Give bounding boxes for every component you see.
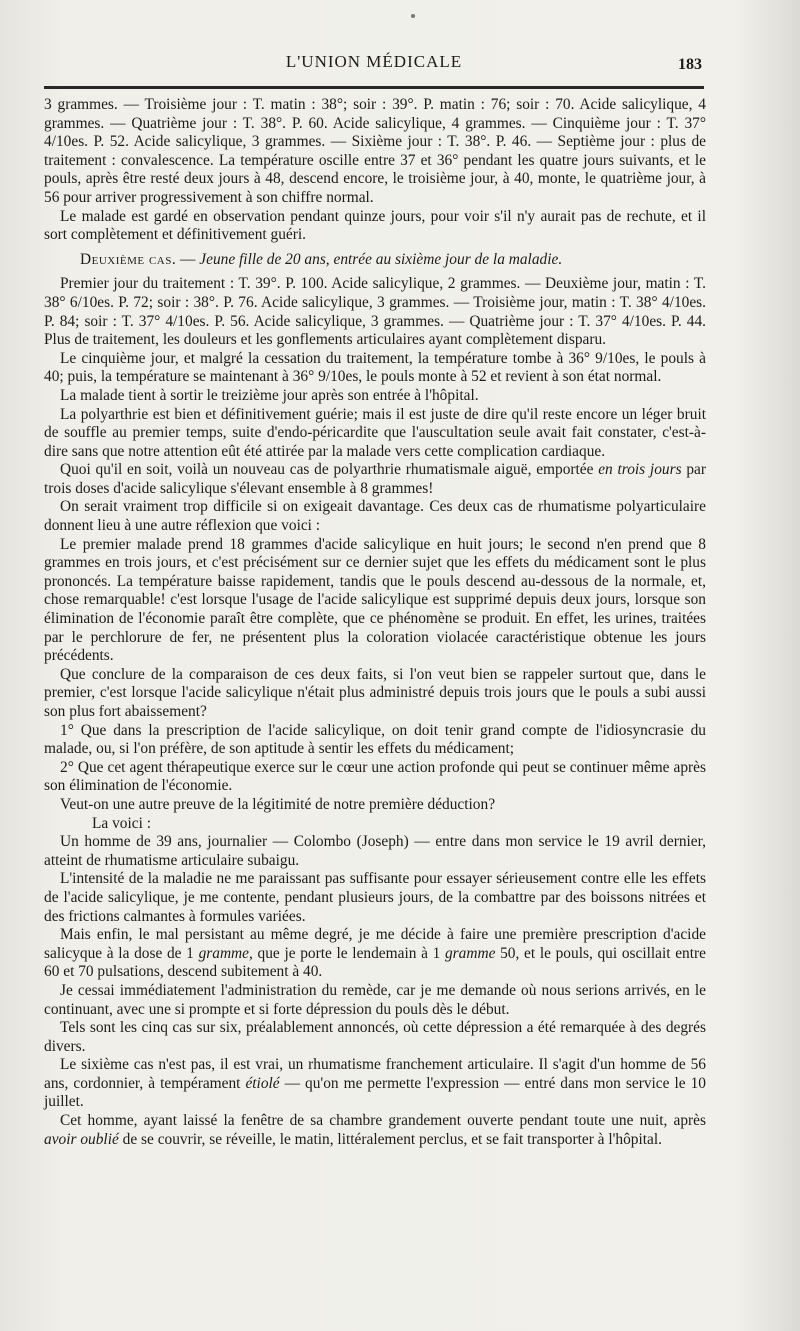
article-body (44, 96, 706, 1149)
paragraph: Le premier malade prend 18 grammes d'acide salicylique en huit jours; le second n'en prend que 8 grammes en trois jours, et c'est précisément sur ce dernier sujet que les effets du médicament sont le plus prononcés. La température baisse rapidement, tandis que le pouls descend au-dessous de la normale, et, chose remarquable! c'est lorsque l'usage de l'acide salicylique est supprimé depuis deux jours, lorsque son élimination de l'économie paraît être complète, que ce phénomène se produit. En effet, les urines, traitées par le perchlorure de fer, ne présentent plus la coloration violacée caractéristique obtenue les jours précédents. (44, 535, 706, 665)
paragraph: La voici : (92, 814, 151, 832)
paragraph: La polyarthrie est bien et définitivement guérie; mais il est juste de dire qu'il reste encore un léger bruit de souffle au premier temps, suite d'endo-péricardite que l'auscultation seule avait fait constater, c'est-à-dire sans que notre attention eût été attirée par la malade vers cette complication cardiaque. (44, 405, 706, 460)
print-speck (411, 14, 415, 18)
text-run-italic: avoir oublié (44, 1130, 119, 1148)
paragraph: Je cessai immédiatement l'administration du remède, car je me demande où nous serions arrivés, en le continuant, avec une si prompte et si forte dépression du pouls dès le début. (44, 981, 706, 1018)
text-run-italic: gramme (444, 944, 496, 962)
text-run-italic: étiolé (245, 1074, 280, 1092)
case-label: Deuxième cas. (80, 250, 177, 268)
paragraph (44, 926, 706, 982)
paragraph (44, 1056, 706, 1112)
paragraph (44, 461, 706, 498)
text-run: Le sixième cas n'est pas, il est vrai, un rhumatisme franchement articulaire. Il s'agit d'un homme de 56 ans, cordonnier, à tempérament (44, 1056, 706, 1092)
text-run: par trois doses d'acide salicylique s'élevant ensemble à 8 grammes! (44, 461, 706, 497)
text-run: de se couvrir, se réveille, le matin, littéralement perclus, et se fait transporter à l'hôpital. (118, 1130, 663, 1148)
text-run: 50, et le pouls, qui oscillait entre 60 et 70 pulsations, descend subitement à 40. (44, 944, 706, 981)
paragraph: 3 grammes. — Troisième jour : T. matin : 38°; soir : 39°. P. matin : 76; soir : 70. Acide salicylique, 4 grammes. — Quatrième jour : T. 38°. P. 60. Acide salicylique, 4 grammes. — Cinquième jour : T. 37° 4/10es. P. 52. Acide salicylique, 3 grammes. — Sixième jour : T. 38°. P. 46. — Septième jour : plus de traitement : convalescence. La température oscille entre 37 et 36° pendant les quatre jours suivants, et le pouls, après être resté deux jours à 48, descend encore, le troisième jour, à 40, monte, le quatrième jour, à 56 pour arriver progressivement à son chiffre normal. (44, 96, 706, 206)
paragraph: Le cinquième jour, et malgré la cessation du traitement, la température tombe à 36° 9/10es, le pouls à 40; puis, la température se maintenant à 36° 9/10es, le pouls monte à 52 et revient à son état normal. (44, 349, 706, 386)
paragraph: L'intensité de la maladie ne me paraissant pas suffisante pour essayer sérieusement contre elle les effets de l'acide salicylique, je me contente, pendant plusieurs jours, de la combattre par des boissons nitrées et des frictions calmantes à formules variées. (44, 870, 706, 925)
paragraph: Que conclure de la comparaison de ces deux faits, si l'on veut bien se rappeler surtout que, dans le premier, c'est lorsque l'acide salicylique n'était plus administré depuis trois jours que le pouls a subi aussi son plus fort abaissement? (44, 665, 706, 720)
paragraph: Un homme de 39 ans, journalier — Colombo (Joseph) — entre dans mon service le 19 avril dernier, atteint de rhumatisme articulaire subaigu. (44, 833, 706, 869)
text-run: Cet homme, ayant laissé la fenêtre de sa chambre grandement ouverte pendant toute une nuit, après (60, 1112, 706, 1130)
page-number: 183 (678, 56, 702, 73)
paragraph: On serait vraiment trop difficile si on exigeait davantage. Ces deux cas de rhumatisme polyarticulaire donnent lieu à une autre réflexion que voici : (44, 498, 706, 535)
text-run: Quoi qu'il en soit, voilà un nouveau cas de polyarthrie rhumatismale aiguë, emportée (60, 461, 599, 479)
paragraph (44, 1112, 706, 1149)
paragraph: Premier jour du traitement : T. 39°. P. 100. Acide salicylique, 2 grammes. — Deuxième jour, matin : T. 38° 6/10es. P. 72; soir : 38°. P. 76. Acide salicylique, 3 grammes. — Troisième jour, matin : T. 38° 4/10es. P. 84; soir : T. 37° 4/10es. P. 56. Acide salicylique, 3 grammes. — Quatrième jour : T. 37° 4/10es. P. 44. Plus de traitement, les douleurs et les gonflements articulaires ayant complètement disparu. (44, 275, 706, 349)
paragraph: 2° Que cet agent thérapeutique exerce sur le cœur une action profonde qui peut se continuer même après son élimination de l'économie. (44, 758, 706, 795)
page-header (44, 52, 704, 78)
case-dash: — (176, 250, 200, 268)
text-run: Mais enfin, le mal persistant au même degré, je me décide à faire une première prescription d'acide salicyque à la dose de 1 (44, 926, 706, 962)
text-run: , que je porte le lendemain à 1 (249, 944, 445, 962)
paragraph: Le malade est gardé en observation pendant quinze jours, pour voir s'il n'y aurait pas de rechute, et il sort complètement et définitivement guéri. (44, 207, 706, 244)
paragraph: La malade tient à sortir le treizième jour après son entrée à l'hôpital. (60, 386, 479, 404)
running-title: L'UNION MÉDICALE (285, 52, 463, 71)
case-subtitle: Jeune fille de 20 ans, entrée au sixième jour de la maladie. (199, 250, 563, 268)
text-run: — qu'on me permette l'expression — entré dans mon service le 10 juillet. (44, 1074, 706, 1111)
text-run-italic: gramme (198, 944, 250, 962)
paragraph: Tels sont les cinq cas sur six, préalablement annoncés, où cette dépression a été remarquée à des degrés divers. (44, 1019, 706, 1055)
paragraph: 1° Que dans la prescription de l'acide salicylique, on doit tenir grand compte de l'idiosyncrasie du malade, ou, si l'on préfère, de son aptitude à sentir les effets du médicament; (44, 721, 706, 758)
header-rule (44, 86, 704, 89)
case-heading (44, 251, 706, 270)
paragraph: Veut-on une autre preuve de la légitimité de notre première déduction? (60, 795, 496, 813)
text-run-italic: en trois jours (598, 461, 682, 479)
